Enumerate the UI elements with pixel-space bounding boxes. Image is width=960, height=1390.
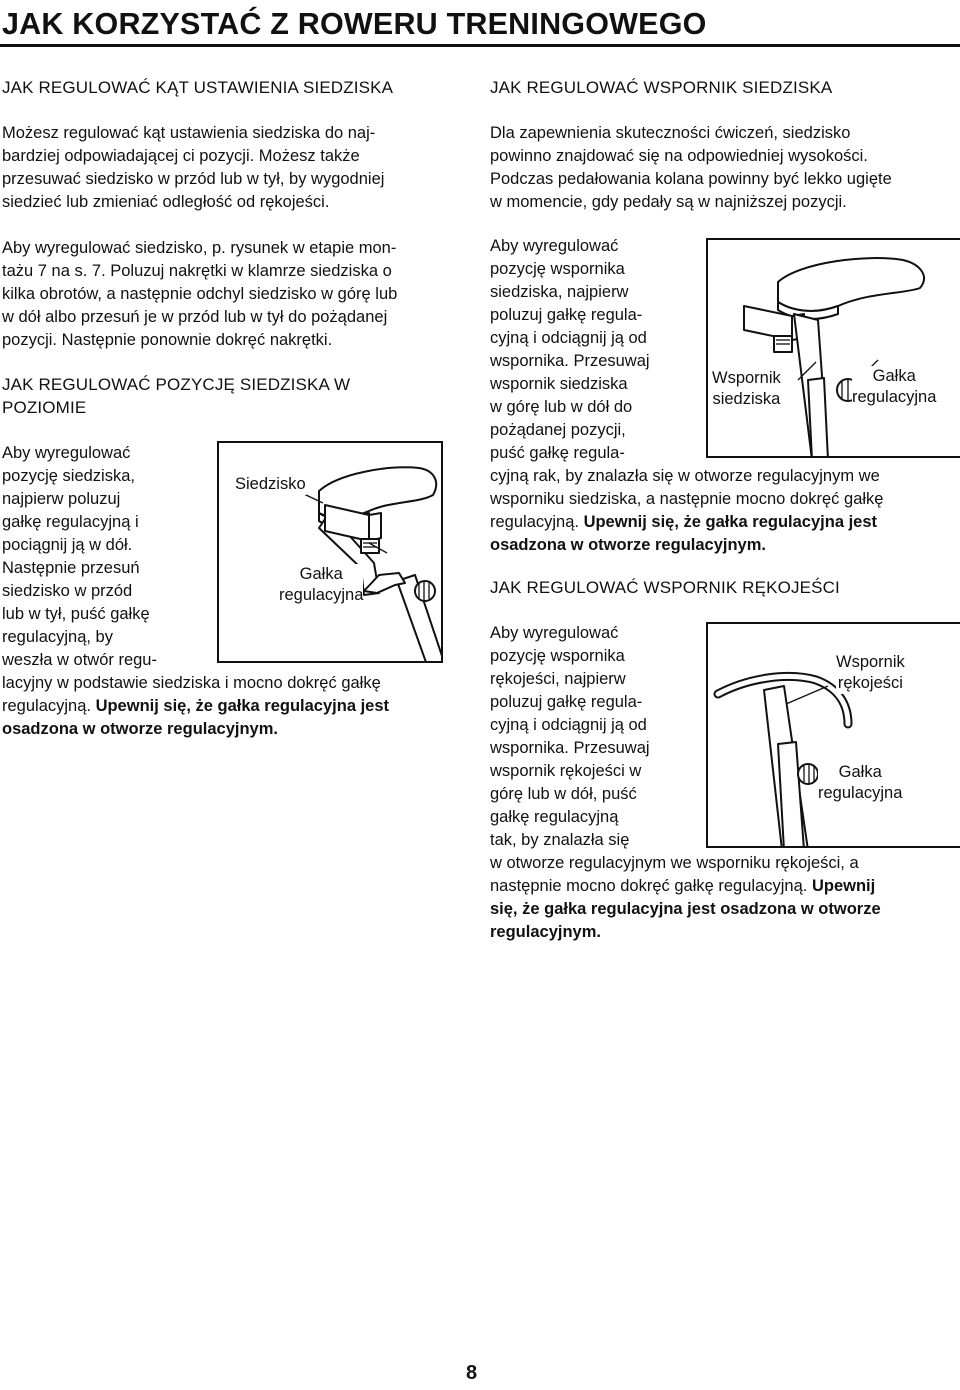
text-line: wspornika. Przesuwaj	[490, 352, 650, 370]
heading-seat-angle: JAK REGULOWAĆ KĄT USTAWIENIA SIEDZISKA	[2, 78, 394, 97]
handlebar-post-label	[836, 652, 905, 694]
text-line: pozycję wspornika	[490, 260, 625, 278]
label-line: Wspornik	[836, 653, 905, 671]
handlebar-illustration	[708, 624, 960, 848]
heading-line: JAK REGULOWAĆ POZYCJĘ SIEDZISKA W	[2, 375, 351, 394]
text-line: bardziej odpowiadającej ci pozycji. Możesz także	[2, 147, 360, 165]
heading-seatpost: JAK REGULOWAĆ WSPORNIK SIEDZISKA	[490, 78, 833, 97]
text-line: Aby wyregulować siedzisko, p. rysunek w etapie mon-	[2, 239, 397, 257]
text-line: Dla zapewnienia skuteczności ćwiczeń, siedzisko	[490, 124, 851, 142]
seatpost-label	[712, 368, 781, 410]
text-line: Podczas pedałowania kolana powinny być lekko ugięte	[490, 170, 892, 188]
text-line: gałkę regulacyjną i	[2, 513, 139, 531]
warning-text: Upewnij się, że gałka regulacyjna jest	[583, 513, 878, 531]
label-line: regulacyjna	[818, 784, 903, 802]
text-line: lub w tył, puść gałkę	[2, 605, 150, 623]
text-run: następnie mocno dokręć gałkę regulacyjną.	[490, 877, 812, 895]
text-line: siedziska, najpierw	[490, 283, 629, 301]
text-line: pożądanej pozycji,	[490, 421, 626, 439]
page-title: JAK KORZYSTAĆ Z ROWERU TRENINGOWEGO	[2, 7, 707, 41]
text-line	[2, 695, 389, 718]
text-line: rękojeści, najpierw	[490, 670, 626, 688]
seat-angle-intro	[2, 122, 384, 214]
warning-text: Upewnij	[811, 877, 876, 895]
text-line: gałkę regulacyjną	[490, 808, 619, 826]
text-line: wspornika. Przesuwaj	[490, 739, 650, 757]
text-run: regulacyjną.	[2, 697, 96, 715]
label-line: regulacyjna	[852, 388, 937, 406]
text-line: Aby wyregulować	[2, 444, 131, 462]
knob-label	[852, 366, 936, 408]
text-line	[490, 875, 881, 898]
seatpost-illustration	[708, 240, 960, 458]
text-line: puść gałkę regula-	[490, 444, 625, 462]
text-line	[490, 511, 883, 534]
handlebar-figure	[706, 622, 960, 848]
warning-text: Upewnij się, że gałka regulacyjna jest	[95, 697, 390, 715]
text-line: górę lub w dół, puść	[490, 785, 637, 803]
text-line: Aby wyregulować	[490, 624, 619, 642]
seat-label: Siedzisko	[235, 475, 306, 493]
title-rule	[0, 44, 960, 47]
label-line: Gałka	[872, 367, 916, 385]
seatpost-intro	[490, 122, 892, 214]
text-line	[490, 534, 883, 557]
text-line: tak, by znalazła się	[490, 831, 630, 849]
text-line: poluzuj gałkę regula-	[490, 693, 643, 711]
label-line: regulacyjna	[279, 586, 364, 604]
text-line: pozycji. Następnie ponownie dokręć nakrętki.	[2, 331, 333, 349]
warning-text: się, że gałka regulacyjna jest osadzona w otworze	[490, 900, 881, 918]
text-line: siedzisko w przód	[2, 582, 133, 600]
text-line: siedzieć lub zmieniać odległość od rękojeści.	[2, 193, 330, 211]
text-line: tażu 7 na s. 7. Poluzuj nakrętki w klamrze siedziska o	[2, 262, 392, 280]
text-line: poluzuj gałkę regula-	[490, 306, 643, 324]
text-line	[490, 921, 881, 944]
text-line: cyjną rak, by znalazła się w otworze regulacyjnym we	[490, 467, 880, 485]
label-line: Gałka	[838, 763, 882, 781]
warning-text: osadzona w otworze regulacyjnym.	[2, 720, 278, 738]
text-line: weszła w otwór regu-	[2, 651, 157, 669]
page-number: 8	[466, 1362, 478, 1384]
text-line: wsporniku siedziska, a następnie mocno dokręć gałkę	[490, 490, 884, 508]
text-run: regulacyjną.	[490, 513, 584, 531]
text-line: w dół albo przesuń je w przód lub w tył do pożądanej	[2, 308, 388, 326]
seat-horizontal-figure	[217, 441, 443, 663]
text-line: w otworze regulacyjnym we wsporniku rękojeści, a	[490, 854, 859, 872]
text-line: Następnie przesuń	[2, 559, 140, 577]
text-line: powinno znajdować się na odpowiedniej wysokości.	[490, 147, 868, 165]
text-line: w górę lub w dół do	[490, 398, 633, 416]
heading-seat-horizontal	[2, 373, 350, 419]
text-line: przesuwać siedzisko w przód lub w tył, by wygodniej	[2, 170, 385, 188]
label-line: rękojeści	[837, 674, 903, 692]
text-line: pozycję wspornika	[490, 647, 625, 665]
text-line: pociągnij ją w dół.	[2, 536, 133, 554]
text-line: cyjną i odciągnij ją od	[490, 716, 647, 734]
label-line: siedziska	[712, 390, 781, 408]
seatpost-figure	[706, 238, 960, 458]
label-line: Gałka	[299, 565, 343, 583]
text-line: lacyjny w podstawie siedziska i mocno dokręć gałkę	[2, 674, 381, 692]
heading-line: POZIOMIE	[2, 398, 87, 417]
text-line: Możesz regulować kąt ustawienia siedziska do naj-	[2, 124, 376, 142]
text-line: kilka obrotów, a następnie odchyl siedzisko w górę lub	[2, 285, 398, 303]
text-line	[2, 718, 389, 741]
warning-text: osadzona w otworze regulacyjnym.	[490, 536, 766, 554]
text-line: regulacyjną, by	[2, 628, 113, 646]
text-line: Aby wyregulować	[490, 237, 619, 255]
text-line: wspornik rękojeści w	[490, 762, 642, 780]
heading-handlebar-post: JAK REGULOWAĆ WSPORNIK RĘKOJEŚCI	[490, 578, 840, 597]
text-line: najpierw poluzuj	[2, 490, 121, 508]
knob-label	[279, 564, 363, 606]
text-line: cyjną i odciągnij ją od	[490, 329, 647, 347]
text-line	[490, 898, 881, 921]
seat-angle-instructions	[2, 237, 397, 352]
knob-label	[818, 762, 902, 804]
text-line: wspornik siedziska	[490, 375, 628, 393]
text-line: pozycję siedziska,	[2, 467, 135, 485]
warning-text: regulacyjnym.	[490, 923, 601, 941]
label-line: Wspornik	[712, 369, 781, 387]
text-line: w momencie, gdy pedały są w najniższej pozycji.	[490, 193, 847, 211]
